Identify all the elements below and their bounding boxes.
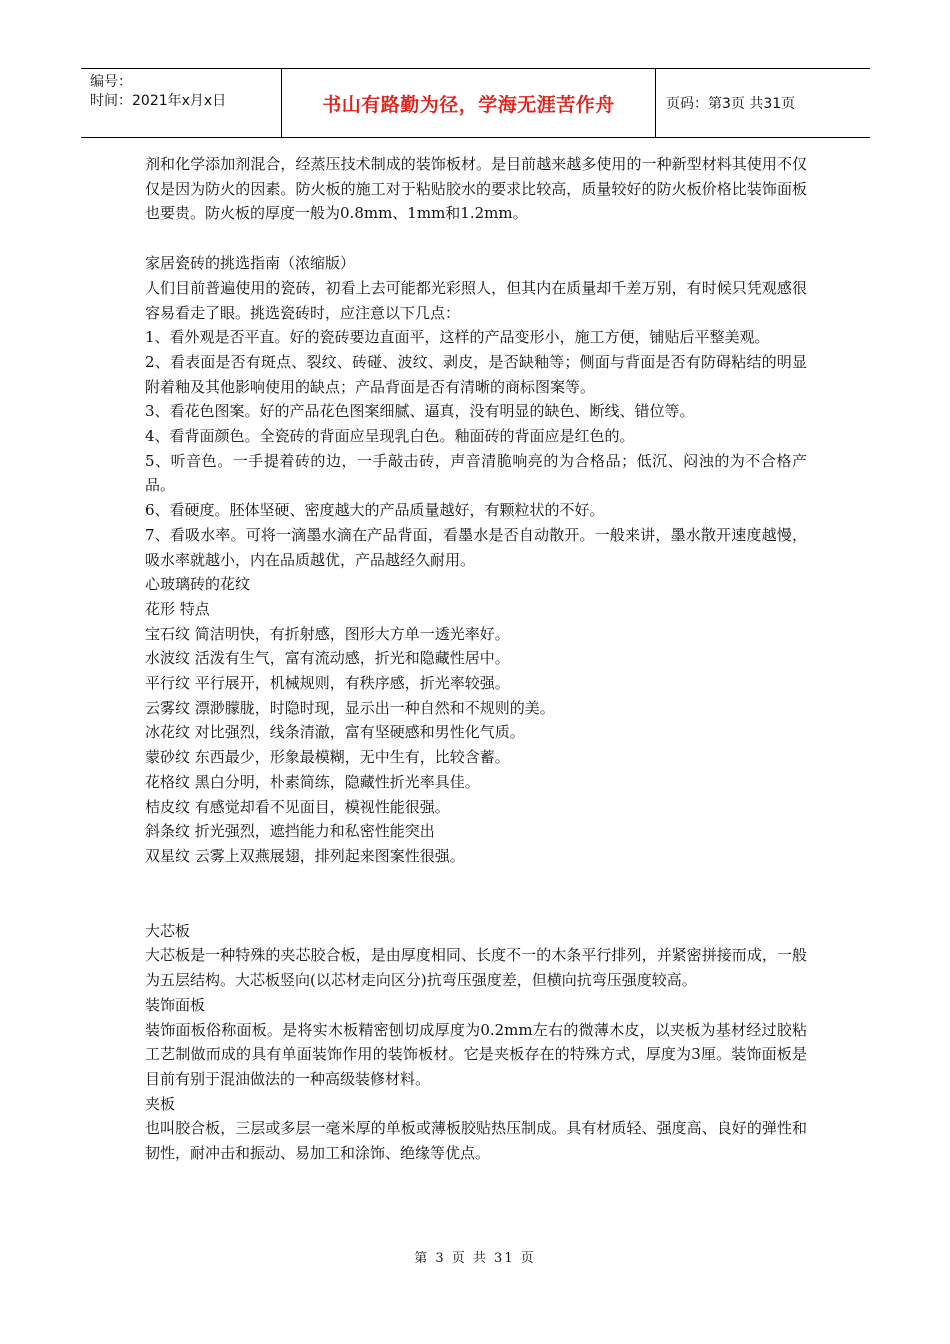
- paragraph-fireproof-board: 剂和化学添加剂混合，经蒸压技术制成的装饰板材。是目前越来越多使用的一种新型材料其使用不仅仅是因为防火的因素。防火板的施工对于粘贴胶水的要求比较高，质量较好的防火板价格比装饰面板也要贵。防火板的厚度一般为0.8mm、1mm和1.2mm。: [145, 155, 807, 223]
- section-title-glass-brick: 心玻璃砖的花纹: [145, 575, 251, 594]
- pattern-table-header: 花形 特点: [145, 599, 210, 618]
- pattern-row: 花格纹 黑白分明，朴素简练，隐藏性折光率具佳。: [145, 772, 480, 791]
- pattern-row: 云雾纹 漂渺朦胧，时隐时现，显示出一种自然和不规则的美。: [145, 698, 555, 717]
- list-item: 3、看花色图案。好的产品花色图案细腻、逼真，没有明显的缺色、断线、错位等。: [145, 402, 695, 421]
- list-item: 1、看外观是否平直。好的瓷砖要边直面平，这样的产品变形小，施工方便，铺贴后平整美观。: [145, 328, 770, 347]
- list-item: 6、看硬度。胚体坚硬、密度越大的产品质量越好，有颗粒状的不好。: [145, 501, 605, 520]
- pattern-row: 平行纹 平行展开，机械规则，有秩序感，折光率较强。: [145, 674, 510, 693]
- list-item: 5、听音色。一手提着砖的边，一手敲击砖，声音清脆响亮的为合格品；低沉、闷浊的为不合格产品。: [145, 451, 807, 495]
- pattern-row: 蒙砂纹 东西最少，形象最模糊，无中生有，比较含蓄。: [145, 748, 510, 767]
- section-title-plywood: 夹板: [145, 1094, 176, 1113]
- paragraph: 人们目前普遍使用的瓷砖，初看上去可能都光彩照人，但其内在质量却千差万别，有时候只凭观感很容易看走了眼。挑选瓷砖时，应注意以下几点：: [145, 278, 807, 322]
- document-body: [145, 152, 807, 1166]
- pattern-row: 桔皮纹 有感觉却看不见面目，模视性能很强。: [145, 797, 450, 816]
- document-number-label: 编号：: [90, 74, 132, 90]
- page-footer: 第 3 页 共 31 页: [414, 1251, 536, 1266]
- section-title-veneer: 装饰面板: [145, 995, 206, 1014]
- pattern-row: 双星纹 云雾上双燕展翅，排列起来图案性很强。: [145, 846, 465, 865]
- paragraph: 也叫胶合板，三层或多层一毫米厚的单板或薄板胶贴热压制成。具有材质轻、强度高、良好的弹性和韧性，耐冲击和振动、易加工和涂饰、绝缘等优点。: [145, 1119, 807, 1163]
- document-date: 时间：2021年x月x日: [90, 93, 227, 109]
- list-item: 2、看表面是否有斑点、裂纹、砖碰、波纹、剥皮，是否缺釉等；侧面与背面是否有防碍粘结的明显附着釉及其他影响使用的缺点；产品背面是否有清晰的商标图案等。: [145, 352, 807, 396]
- pattern-row: 宝石纹 简洁明快，有折射感，图形大方单一透光率好。: [145, 624, 510, 643]
- pattern-row: 水波纹 活泼有生气，富有流动感，折光和隐藏性居中。: [145, 649, 510, 668]
- list-item: 7、看吸水率。可将一滴墨水滴在产品背面，看墨水是否自动散开。一般来讲，墨水散开速度越慢，吸水率就越小，内在品质越优，产品越经久耐用。: [145, 525, 807, 569]
- paragraph: 大芯板是一种特殊的夹芯胶合板，是由厚度相同、长度不一的木条平行排列，并紧密拼接而成，一般为五层结构。大芯板竖向(以芯材走向区分)抗弯压强度差，但横向抗弯压强度较高。: [145, 946, 807, 990]
- section-title-tile-guide: 家居瓷砖的挑选指南（浓缩版）: [145, 254, 356, 273]
- pattern-row: 冰花纹 对比强烈，线条清澈，富有坚硬感和男性化气质。: [145, 723, 525, 742]
- header-page-info: 页码：第3页 共31页: [666, 96, 796, 112]
- section-title-blockboard: 大芯板: [145, 921, 191, 940]
- header-meta: [81, 69, 282, 137]
- paragraph: 装饰面板俗称面板。是将实木板精密刨切成厚度为0.2mm左右的微薄木皮，以夹板为基材经过胶粘工艺制做而成的具有单面装饰作用的装饰板材。它是夹板存在的特殊方式，厚度为3厘。装饰面板是目前有别于混油做法的一种高级装修材料。: [145, 1020, 807, 1088]
- list-item: 4、看背面颜色。全瓷砖的背面应呈现乳白色。釉面砖的背面应是红色的。: [145, 427, 635, 446]
- pattern-row: 斜条纹 折光强烈，遮挡能力和私密性能突出: [145, 822, 435, 841]
- header-motto: 书山有路勤为径，学海无涯苦作舟: [282, 69, 656, 137]
- page-header: [81, 68, 870, 138]
